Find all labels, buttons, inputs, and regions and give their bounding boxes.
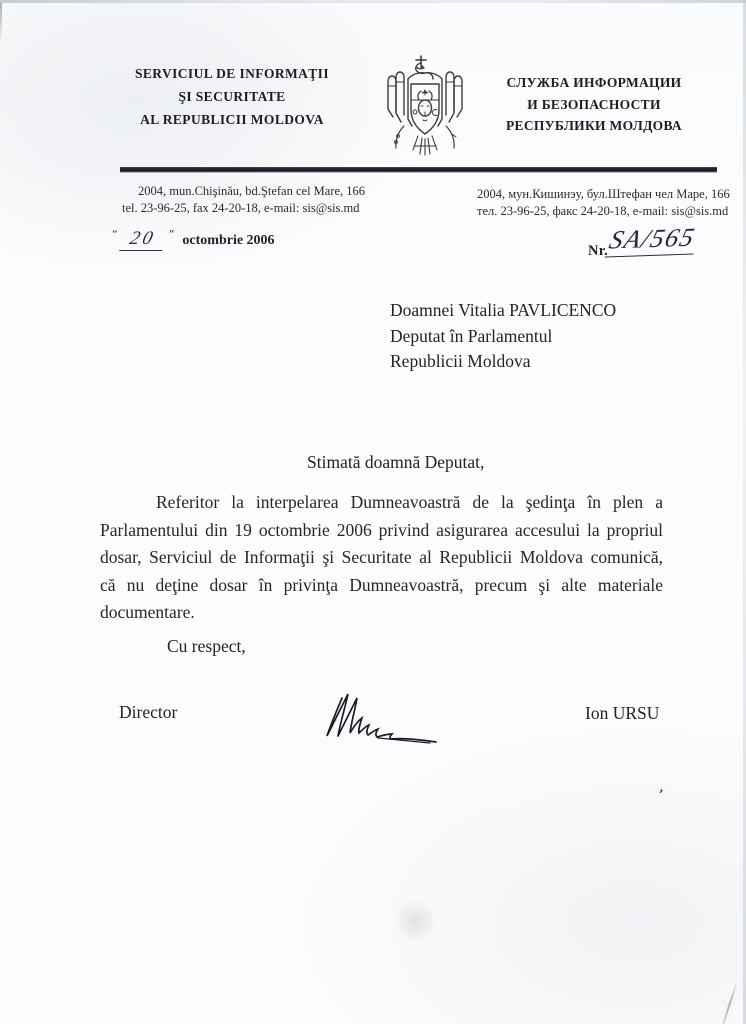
closing-phrase: Cu respect, (167, 636, 246, 656)
signer-name: Ion URSU (585, 703, 660, 723)
addressee-institution: Republicii Moldova (390, 351, 531, 371)
org-name-romanian (108, 62, 356, 131)
org-name-ru-line3: РЕСПУБЛИКИ МОЛДОВА (506, 118, 682, 133)
close-quote: ” (168, 228, 175, 241)
contact-ro-address: 2004, mun.Chişinău, bd.Ştefan cel Mare, 166 (138, 184, 366, 198)
page-curl-line (722, 981, 738, 1024)
org-name-ro-line3: AL REPUBLICII MOLDOVA (140, 112, 324, 127)
org-name-ro-line1: SERVICIUL DE INFORMAŢII (134, 66, 329, 81)
letterhead-divider-rule (120, 167, 717, 172)
signer-title: Director (119, 702, 178, 722)
registration-number-line (588, 224, 697, 260)
handwritten-signature (318, 686, 448, 750)
scan-edge-left (0, 3, 2, 43)
stray-ink-mark: ’ (656, 785, 665, 806)
scan-edge-top (0, 0, 746, 3)
date-line (112, 228, 275, 251)
month-year: octombrie 2006 (182, 233, 275, 248)
org-name-ro-line2: ŞI SECURITATE (178, 89, 286, 104)
contact-ro-phones: tel. 23-96-25, fax 24-20-18, e-mail: sis@sis.md (122, 200, 360, 215)
contact-block-romanian (122, 183, 365, 216)
moldova-coat-of-arms-icon (380, 54, 470, 166)
handwritten-number: SA/565 (605, 222, 702, 257)
contact-ru-address: 2004, мун.Кишинэу, бул.Штефан чел Маре, 166 (477, 187, 730, 201)
addressee-block (390, 298, 616, 375)
org-name-ru-line2: И БЕЗОПАСНОСТИ (527, 96, 661, 112)
salutation: Stimată doamnă Deputat, (307, 452, 485, 472)
number-label: Nr. (588, 243, 609, 259)
org-name-ru-line1: СЛУЖБА ИНФОРМАЦИИ (506, 75, 682, 90)
contact-block-russian (477, 186, 730, 219)
addressee-title: Deputat în Parlamentul (390, 325, 553, 346)
open-quote: “ (112, 228, 118, 241)
org-name-russian (474, 72, 714, 137)
handwritten-day: 20 (119, 228, 168, 251)
addressee-name: Doamnei Vitalia PAVLICENCO (390, 300, 617, 320)
letter-body-paragraph: Referitor la interpelarea Dumneavoastră de la şedinţa în plen a Parlamentului din 19 octombrie 2006 privind asigurarea accesului la propriul dosar, Serviciul de Informaţii şi Securitate al Republicii Moldova comunică, că nu deţine dosar în privinţa Dumneavoastră, precum şi alte materiale documentare. (100, 492, 663, 623)
scan-smudge (388, 893, 442, 949)
contact-ru-phones: тел. 23-96-25, факс 24-20-18, e-mail: sis@sis.md (477, 203, 729, 218)
